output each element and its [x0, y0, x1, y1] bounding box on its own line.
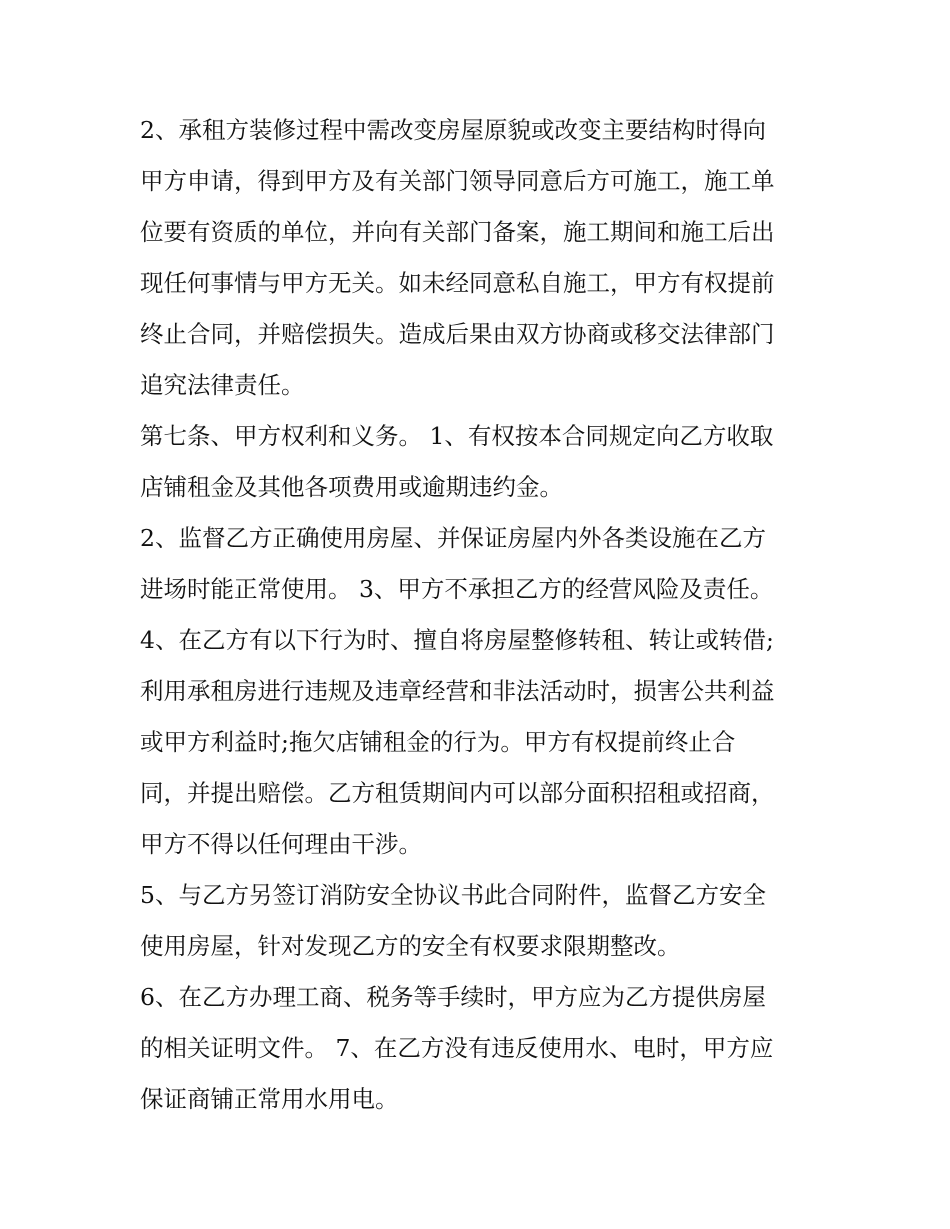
text-line: 2、承租方装修过程中需改变房屋原貌或改变主要结构时得向 [140, 116, 766, 144]
text-line: 4、在乙方有以下行为时、擅自将房屋整修转租、转让或转借; [140, 626, 774, 654]
text-line: 现任何事情与甲方无关。如未经同意私自施工，甲方有权提前 [140, 269, 775, 297]
text-line: 位要有资质的单位，并向有关部门备案，施工期间和施工后出 [140, 218, 775, 246]
document-body [140, 105, 820, 1125]
text-line: 甲方不得以任何理由干涉。 [140, 830, 422, 858]
text-line: 保证商铺正常用水用电。 [140, 1085, 399, 1113]
text-line: 追究法律责任。 [140, 371, 305, 399]
text-line: 第七条、甲方权利和义务。 1、有权按本合同规定向乙方收取 [140, 422, 774, 450]
text-line: 利用承租房进行违规及违章经营和非法活动时，损害公共利益 [140, 677, 775, 705]
text-line: 的相关证明文件。 7、在乙方没有违反使用水、电时，甲方应 [140, 1034, 774, 1062]
text-line: 店铺租金及其他各项费用或逾期违约金。 [140, 473, 563, 501]
text-line: 5、与乙方另签订消防安全协议书此合同附件，监督乙方安全 [140, 881, 766, 909]
text-line: 终止合同，并赔偿损失。造成后果由双方协商或移交法律部门 [140, 320, 775, 348]
text-line: 甲方申请，得到甲方及有关部门领导同意后方可施工，施工单 [140, 167, 775, 195]
text-line: 或甲方利益时;拖欠店铺租金的行为。甲方有权提前终止合 [140, 728, 736, 756]
text-line: 使用房屋，针对发现乙方的安全有权要求限期整改。 [140, 932, 681, 960]
text-line: 同，并提出赔偿。乙方租赁期间内可以部分面积招租或招商， [140, 779, 775, 807]
text-line: 2、监督乙方正确使用房屋、并保证房屋内外各类设施在乙方 [140, 524, 766, 552]
text-line: 6、在乙方办理工商、税务等手续时，甲方应为乙方提供房屋 [140, 983, 766, 1011]
text-line: 进场时能正常使用。 3、甲方不承担乙方的经营风险及责任。 [140, 575, 774, 603]
